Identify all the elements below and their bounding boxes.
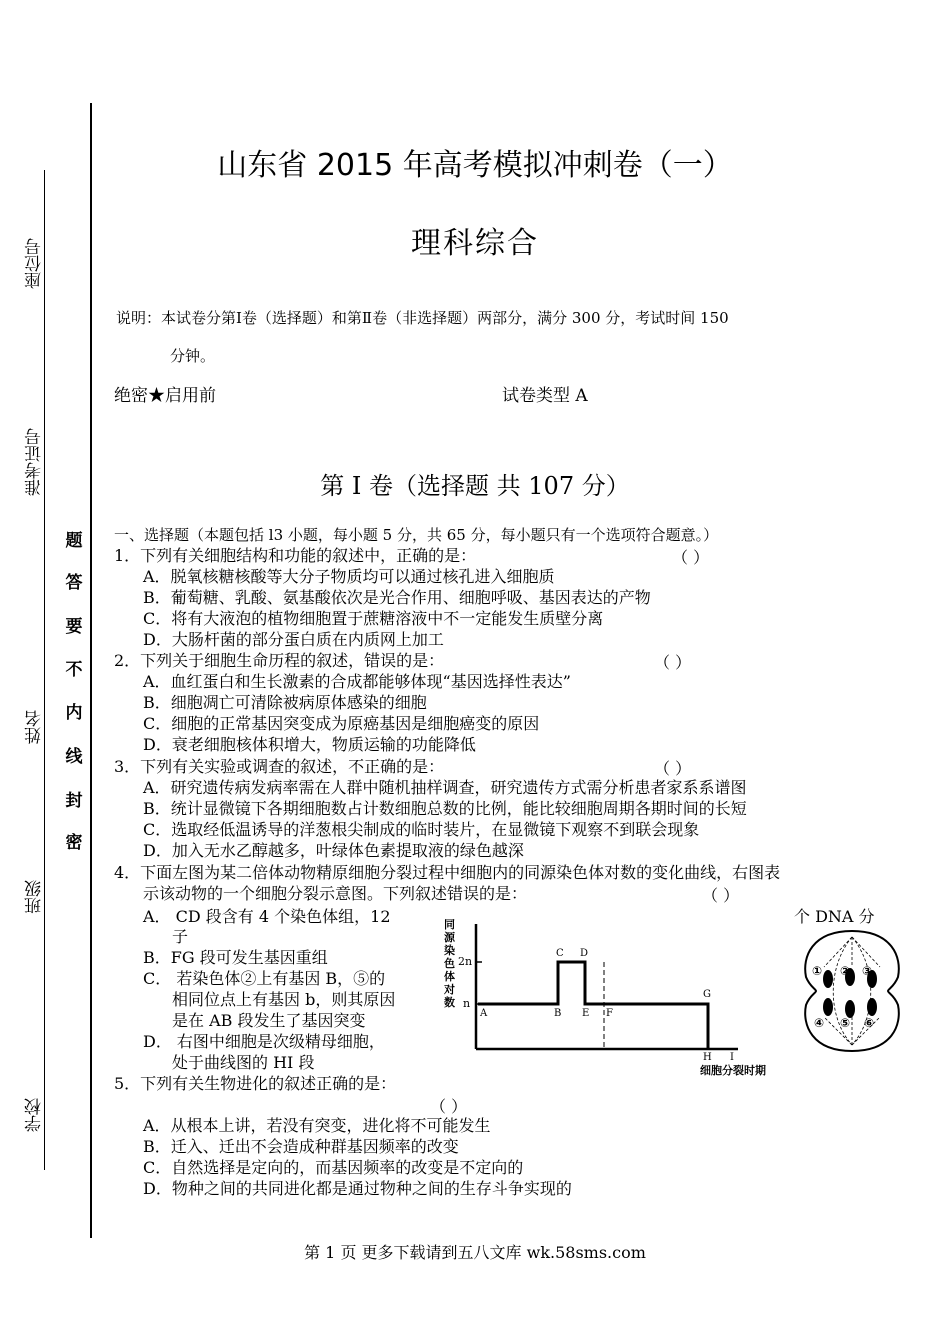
graph-ylabel-char: 染: [444, 944, 455, 957]
question-1-option-b: B．葡萄糖、乳酸、氨基酸依次是光合作用、细胞呼吸、基因表达的产物: [143, 588, 651, 607]
question-5-option-b: B．迁入、迁出不会造成种群基因频率的改变: [143, 1137, 459, 1156]
question-5-option-d: D．物种之间的共同进化都是通过物种之间的生存斗争实现的: [143, 1179, 572, 1198]
graph-point-label: G: [703, 989, 711, 1000]
graph-ylabel: [443, 918, 456, 1009]
answer-paren-1: （ ）: [672, 548, 710, 567]
answer-paren-3: （ ）: [654, 759, 692, 778]
page-title: 山东省 2015 年高考模拟冲刺卷（一）: [217, 148, 733, 183]
page-footer: 第 1 页 更多下载请到五八文库 wk.58sms.com: [304, 1243, 646, 1262]
question-2-option-d: D．衰老细胞核体积增大，物质运输的功能降低: [143, 735, 476, 754]
graph-ylabel-char: 同: [444, 918, 455, 931]
question-1-option-a: A．脱氧核糖核酸等大分子物质均可以通过核孔进入细胞质: [143, 567, 555, 586]
question-3-option-b: B．统计显微镜下各期细胞数占计数细胞总数的比例，能比较细胞周期各期时间的长短: [143, 799, 747, 818]
graph-curve: [478, 962, 708, 1049]
cell-division-diagram: [802, 927, 902, 1055]
graph-point-label: C: [556, 948, 564, 959]
question-2-stem: 2．下列关于细胞生命历程的叙述，错误的是：: [114, 651, 445, 670]
question-4-option-d-cont: 处于曲线图的 HI 段: [172, 1053, 315, 1072]
question-3-stem: 3．下列有关实验或调查的叙述，不正确的是：: [114, 757, 445, 776]
question-2-option-c: C．细胞的正常基因突变成为原癌基因是细胞癌变的原因: [143, 714, 540, 733]
seal-char: 封: [65, 791, 83, 811]
question-2-option-b: B．细胞凋亡可清除被病原体感染的细胞: [143, 693, 427, 712]
graph-point-label: B: [554, 1008, 562, 1019]
seal-char: 答: [65, 573, 83, 593]
chromosome-label: ③: [862, 964, 873, 978]
section-heading: 一、选择题（本题包括 l3 小题，每小题 5 分，共 65 分，每小题只有一个选项符合题意。）: [114, 526, 719, 544]
field-exam-id: 准考证号: [25, 428, 45, 496]
paper-type: 试卷类型 A: [502, 386, 588, 406]
question-5-option-c: C．自然选择是定向的，而基因频率的改变是不定向的: [143, 1158, 524, 1177]
chromosome-label: ⑥: [864, 1016, 875, 1030]
homologous-pairs-graph: [438, 912, 788, 1087]
seal-char: 要: [65, 617, 83, 637]
instructions-cont: 分钟。: [170, 347, 216, 365]
graph-point-label: D: [580, 948, 589, 959]
graph-ytick-label: 2n: [458, 955, 473, 968]
graph-point-label: H: [703, 1052, 712, 1063]
graph-xlabel: 细胞分裂时期: [700, 1064, 766, 1077]
field-school: 学校: [25, 1098, 45, 1132]
seal-char: 内: [65, 703, 83, 723]
graph-point-label: F: [606, 1008, 613, 1019]
answer-paren-2: （ ）: [654, 653, 692, 672]
answer-paren-5: （ ）: [430, 1097, 468, 1116]
chromosome-labels: [812, 964, 874, 1030]
question-5-option-a: A．从根本上讲，若没有突变，进化将不可能发生: [143, 1116, 491, 1135]
question-2-option-a: A．血红蛋白和生长激素的合成都能够体现“基因选择性表达”: [143, 672, 571, 691]
chromosome-label: ①: [812, 964, 823, 978]
answer-paren-4: （ ）: [702, 886, 740, 905]
question-1-stem: 1．下列有关细胞结构和功能的叙述中，正确的是：: [114, 546, 477, 565]
graph-point-label: A: [480, 1008, 488, 1019]
margin-line-left: [44, 170, 45, 1170]
question-4-option-a-cont: 子: [172, 927, 189, 946]
seal-char: 题: [65, 531, 83, 551]
question-3-option-c: C．选取经低温诱导的洋葱根尖制成的临时装片，在显微镜下观察不到联会现象: [143, 820, 700, 839]
graph-ytick-label: n: [463, 997, 471, 1010]
field-seat-number: 座位号: [25, 238, 45, 289]
seal-char: 密: [65, 833, 83, 853]
section-title: 第 I 卷（选择题 共 107 分）: [320, 472, 630, 500]
graph-ylabel-char: 体: [444, 970, 455, 983]
question-4-option-b: B．FG 段可发生基因重组: [143, 948, 328, 967]
question-1-option-d: D．大肠杆菌的部分蛋白质在内质网上加工: [143, 630, 444, 649]
page-subtitle: 理科综合: [411, 226, 539, 261]
question-4-option-c-cont: 是在 AB 段发生了基因突变: [172, 1011, 366, 1030]
graph-ylabel-char: 数: [444, 996, 455, 1009]
question-4-stem-cont: 示该动物的一个细胞分裂示意图。下列叙述错误的是：: [143, 884, 528, 903]
field-name: 姓名: [25, 710, 45, 744]
question-4-stem: 4．下面左图为某二倍体动物精原细胞分裂过程中细胞内的同源染色体对数的变化曲线，右图表: [114, 863, 781, 882]
graph-ylabel-char: 对: [444, 983, 455, 996]
graph-ylabel-char: 源: [444, 931, 455, 944]
field-class: 班级: [25, 880, 45, 914]
instructions: 说明：本试卷分第Ⅰ卷（选择题）和第Ⅱ卷（非选择题）两部分，满分 300 分，考试时间 150: [116, 309, 729, 327]
question-3-option-d: D．加入无水乙醇越多，叶绿体色素提取液的绿色越深: [143, 841, 524, 860]
seal-char: 线: [65, 747, 83, 767]
margin-line-right: [90, 103, 92, 1238]
question-5-stem: 5．下列有关生物进化的叙述正确的是：: [114, 1074, 397, 1093]
chromosome-label: ⑤: [840, 1016, 851, 1030]
question-1-option-c: C．将有大液泡的植物细胞置于蔗糖溶液中不一定能发生质壁分离: [143, 609, 604, 628]
chromosome-label: ④: [814, 1016, 825, 1030]
question-4-option-c-cont: 相同位点上有基因 b，则其原因: [172, 990, 396, 1009]
question-4-option-d: D． 右图中细胞是次级精母细胞，: [143, 1032, 385, 1051]
question-4-option-c: C． 若染色体②上有基因 B，⑤的: [143, 969, 386, 988]
seal-char: 不: [65, 660, 83, 680]
graph-point-label: I: [730, 1052, 734, 1063]
graph-ylabel-char: 色: [444, 957, 455, 970]
question-3-option-a: A．研究遗传病发病率需在人群中随机抽样调查，研究遗传方式需分析患者家系系谱图: [143, 778, 747, 797]
question-4-option-a: A． CD 段含有 4 个染色体组，12: [143, 907, 391, 926]
question-4-overflow: 个 DNA 分: [794, 907, 875, 926]
chromosome-label: ②: [840, 964, 851, 978]
graph-point-label: E: [582, 1008, 590, 1019]
secret-label: 绝密★启用前: [114, 386, 216, 406]
